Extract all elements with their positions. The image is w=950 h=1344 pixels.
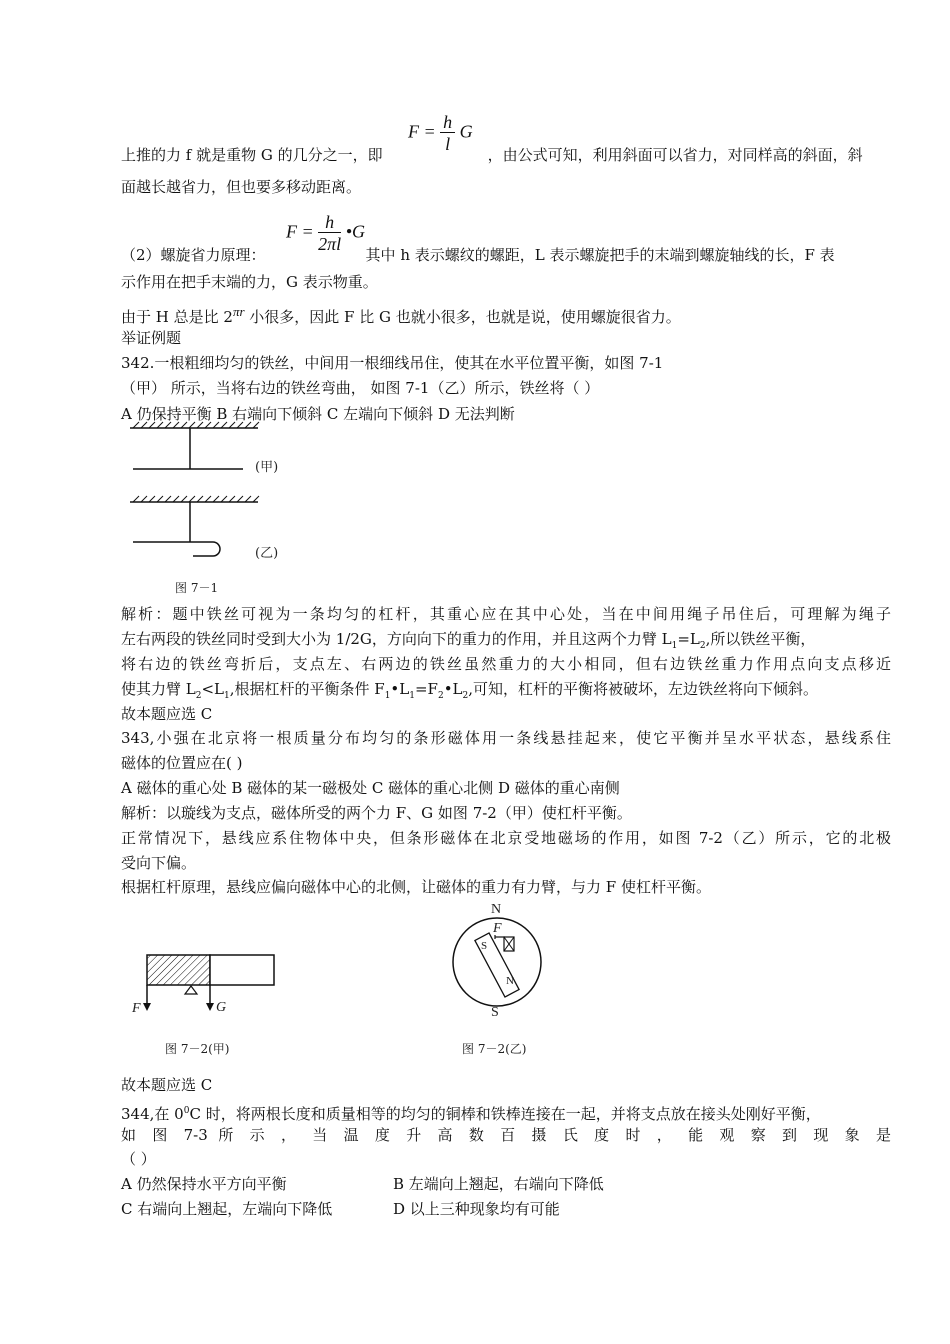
section-title: 举证例题 — [121, 329, 182, 347]
formula2-denominator: 2πl — [318, 234, 342, 254]
q343-answer: 故本题应选 C — [121, 1076, 213, 1094]
para2-line1: （2）螺旋省力原理： 其中 h 表示螺纹的螺距，L 表示螺旋把手的末端到螺旋轴线的长，F 表 — [121, 246, 835, 264]
fig72b-bar-S-label: S — [481, 940, 488, 952]
formula2-lhs: F = — [286, 221, 314, 242]
q344-option-c: C 右端向上翘起，左端向下降低 — [121, 1200, 333, 1218]
fig72b-F-label: F — [493, 921, 502, 936]
q342-answer: 故本题应选 C — [121, 705, 213, 723]
q344-option-b: B 左端向上翘起，右端向下降低 — [393, 1175, 604, 1193]
fig72b-south-label: S — [491, 1005, 499, 1020]
q343-analysis-1: 解析：以璇线为支点，磁体所受的两个力 F、G 如图 7-2（甲）使杠杆平衡。 — [121, 804, 632, 822]
q342-stem-2: （甲） 所示，当将右边的铁丝弯曲， 如图 7-1（乙）所示，铁丝将（ ） — [121, 379, 600, 397]
q343-analysis-4: 根据杠杆原理，悬线应偏向磁体中心的北侧，让磁体的重力有力臂，与力 F 使杠杆平衡。 — [121, 878, 711, 896]
q344-stem-3: （ ） — [121, 1150, 156, 1168]
formula-lhs: F = — [408, 121, 436, 142]
formula-denominator: l — [445, 134, 451, 154]
q344-option-d: D 以上三种现象均有可能 — [393, 1200, 560, 1218]
fig72a-F-label: F — [132, 1001, 141, 1016]
formula-rhs: G — [459, 121, 473, 142]
fig72a-caption: 图 7－2(甲) — [165, 1042, 230, 1056]
q343-analysis-2: 正常情况下，悬线应系住物体中央，但条形磁体在北京受地磁场的作用，如图 7-2（乙）所示，它的北极 — [121, 829, 891, 847]
figure-7-1 — [125, 420, 295, 595]
q342-analysis-3: 将右边的铁丝弯折后，支点左、右两边的铁丝虽然重力的大小相同，但右边铁丝重力作用点向支点移近 — [121, 655, 891, 673]
q342-analysis-2: 左右两段的铁丝同时受到大小为 1/2G，方向向下的重力的作用，并且这两个力臂 $L_1=L_2$,所以铁丝平衡， — [121, 630, 816, 651]
q343-stem-1: 343,小强在北京将一根质量分布均匀的条形磁体用一条线悬挂起来，使它平衡并呈水平状态，悬线系住 — [121, 729, 891, 747]
q344-stem-2: 如 图 7-3 所 示 ， 当 温 度 升 高 数 百 摄 氏 度 时 ， 能 观 察 到 现 象 是 — [121, 1126, 891, 1144]
q342-options: A 仍保持平衡 B 右端向下倾斜 C 左端向下倾斜 D 无法判断 — [121, 405, 515, 423]
figure-7-2-jia — [125, 945, 285, 1025]
fig72b-north-label: N — [491, 902, 502, 917]
fig72b-caption: 图 7－2(乙) — [462, 1042, 527, 1056]
formula2-rhs: •G — [345, 221, 365, 242]
fig72a-G-label: G — [216, 1000, 227, 1015]
q344-option-a: A 仍然保持水平方向平衡 — [121, 1175, 287, 1193]
q342-analysis-1: 解析：题中铁丝可视为一条均匀的杠杆，其重心应在其中心处，当在中间用绳子吊住后，可理解为绳子 — [121, 605, 891, 623]
q342-analysis-4: 使其力臂 $L_2<L_1$,根据杠杆的平衡条件 $F_1•L_1=F_2•L_2$,可知，杠杆的平衡将被破坏，左边铁丝将向下倾斜。 — [121, 680, 819, 701]
formula2-numerator: h — [318, 212, 341, 233]
fig72b-bar-N-label: N — [506, 975, 514, 987]
q343-analysis-3: 受向下偏。 — [121, 854, 197, 872]
fig71-label-jia: (甲) — [255, 460, 279, 475]
para1-line1: 上推的力 f 就是重物 G 的几分之一，即 ，由公式可知，利用斜面可以省力，对同样高的斜面，斜 — [121, 146, 863, 164]
q344-stem-1: 344,在 $0^0C$ 时，将两根长度和质量相等的均匀的铜棒和铁棒连接在一起，并将支点放在接头处刚好平衡， — [121, 1105, 821, 1123]
q342-stem-1: 342.一根粗细均匀的铁丝，中间用一根细线吊住，使其在水平位置平衡，如图 7-1 — [121, 354, 664, 372]
fig71-label-yi: (乙) — [255, 546, 279, 561]
para2-line3: 由于 H 总是比 $2^{\pi r}$ 小很多，因此 F 比 G 也就小很多，也就是说，使用螺旋很省力。 — [121, 304, 681, 326]
para1-line2: 面越长越省力，但也要多移动距离。 — [121, 178, 362, 196]
formula-numerator: h — [440, 112, 455, 133]
q343-stem-2: 磁体的位置应在( ) — [121, 754, 243, 772]
para2-line2: 示作用在把手末端的力，G 表示物重。 — [121, 273, 378, 291]
fig71-caption: 图 7－1 — [175, 581, 219, 595]
q343-options: A 磁体的重心处 B 磁体的某一磁极处 C 磁体的重心北侧 D 磁体的重心南侧 — [121, 779, 620, 797]
